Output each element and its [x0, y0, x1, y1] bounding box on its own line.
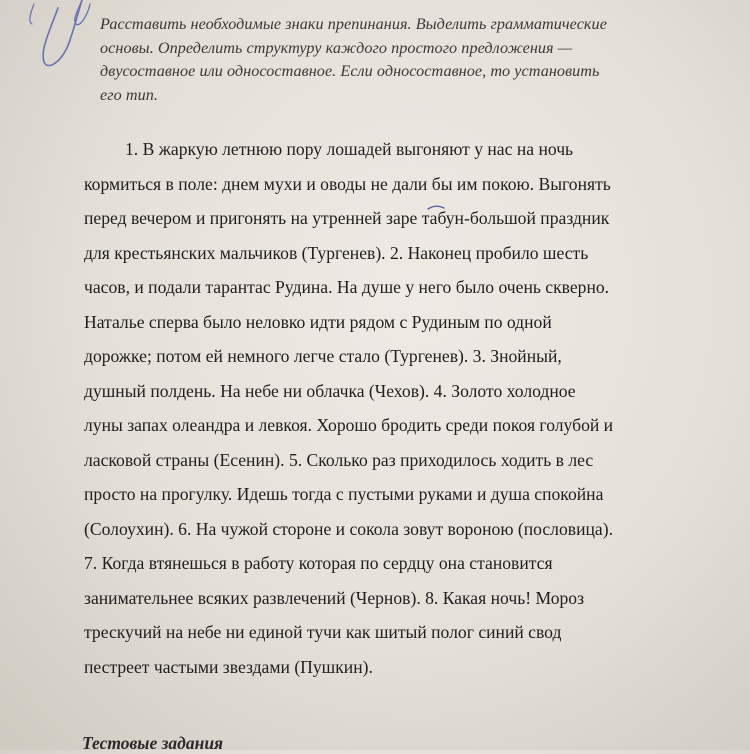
exercise-line: Наталье сперва было неловко идти рядом с Рудиным по одной [84, 311, 552, 332]
instruction-line: основы. Определить структуру каждого простого предложения — [100, 38, 573, 57]
exercise-line: (Солоухин). 6. На чужой стороне и сокола зовут вороною (пословица). [84, 518, 613, 539]
exercise-line: часов, и подали тарантас Рудина. На душе у него было очень скверно. [84, 277, 610, 297]
exercise-text [84, 132, 734, 684]
exercise-line: кормиться в поле: днем мухи и оводы не дали бы им покою. Выгонять [84, 173, 611, 194]
exercise-line: перед вечером и пригонять на утренней заре табун-большой праздник [84, 208, 610, 228]
instruction-line: его тип. [100, 85, 158, 104]
exercise-line: душный полдень. На небе ни облачка (Чехов). 4. Золото холодное [84, 380, 576, 401]
exercise-line: для крестьянских мальчиков (Тургенев). 2. Наконец пробило шесть [84, 242, 589, 263]
exercise-line: 1. В жаркую летнюю пору лошадей выгоняют у нас на ночь [125, 139, 574, 159]
instruction-line: Расставить необходимые знаки препинания. Выделить грамматические [100, 15, 607, 33]
instruction-line: двусоставное или односоставное. Если односоставное, то установить [100, 62, 600, 80]
task-instruction [100, 13, 730, 107]
exercise-line: луны запах олеандра и левкоя. Хорошо бродить среди покоя голубой и [84, 415, 614, 435]
exercise-line: ласковой страны (Есенин). 5. Сколько раз приходилось ходить в лес [84, 449, 594, 470]
exercise-line: пестреет частыми звездами (Пушкин). [84, 656, 373, 677]
exercise-line: дорожке; потом ей немного легче стало (Тургенев). 3. Знойный, [84, 346, 562, 366]
section-heading: Тестовые задания [82, 733, 224, 753]
exercise-line: просто на прогулку. Идешь тогда с пустыми руками и душа спокойна [84, 484, 604, 504]
exercise-line: 7. Когда втянешься в работу которая по сердцу она становится [84, 553, 553, 573]
exercise-line: трескучий на небе ни единой тучи как шитый полог синий свод [84, 622, 562, 642]
exercise-line: занимательнее всяких развлечений (Чернов). 8. Какая ночь! Мороз [84, 587, 585, 608]
